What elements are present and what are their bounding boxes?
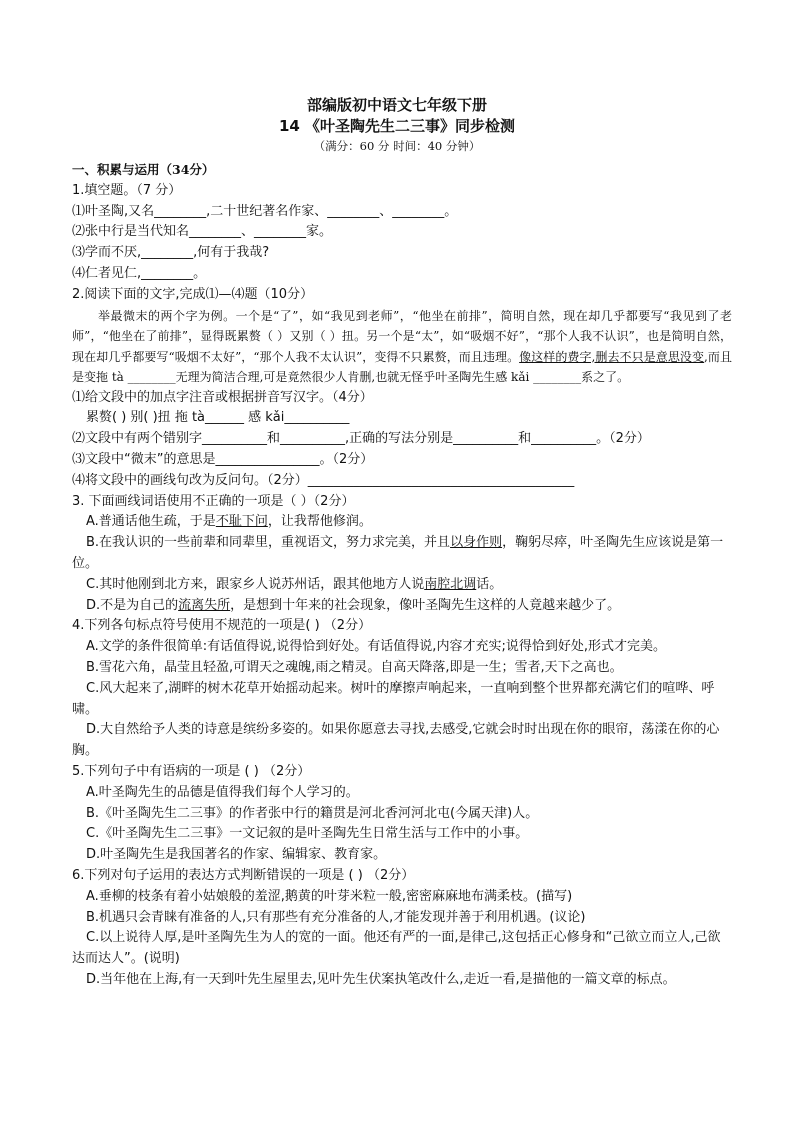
q5-option-d: D.叶圣陶先生是我国著名的作家、编辑家、教育家。	[86, 847, 387, 863]
book-title: 部编版初中语文七年级下册	[306, 96, 487, 114]
q6-stem: 6.下列对句子运用的表达方式判断错误的一项是 ( ) （2分）	[72, 867, 415, 883]
q2-stem: 2.阅读下面的文字,完成⑴—⑷题（10分）	[72, 286, 314, 302]
section-heading: 一、积累与运用（34分）	[72, 162, 215, 177]
q1-stem: 1.填空题。（7 分）	[72, 182, 182, 198]
exam-content	[72, 160, 732, 991]
q3-d-text: D.不是为自己的	[86, 597, 179, 613]
exam-header	[0, 95, 794, 155]
q3-c-text-end: 话。	[476, 576, 503, 592]
q4-option-c: C.风大起来了,湖畔的树木花草开始摇动起来。树叶的摩擦声响起来，一直响到整个世界都充满它们的喧哗、呼啸。	[72, 680, 715, 717]
q3-option-d	[72, 596, 732, 617]
q3-option-b	[72, 533, 732, 575]
q1-item-3: ⑶学而不厌,________,何有于我哉?	[72, 245, 270, 261]
q3-b-text: B.在我认识的一些前辈和同辈里，重视语文，努力求完美，并且	[86, 535, 451, 551]
q2-passage	[72, 306, 732, 388]
q6-option-b: B.机遇只会青睐有准备的人,只有那些有充分准备的人,才能发现并善于利用机遇。(议论)	[86, 909, 586, 925]
q2-sub-2: ⑵文段中有两个错别字__________和__________,正确的写法分别是__________和__________。（2分）	[72, 431, 650, 447]
q3-option-c	[72, 575, 732, 596]
q4-option-b: B.雪花六角，晶莹且轻盈,可谓天之魂魄,雨之精灵。自高天降落,即是一生；雪者,天下之高也。	[86, 659, 623, 675]
q5-stem: 5.下列句子中有语病的一项是 ( ) （2分）	[72, 763, 311, 779]
q3-c-text: C.其时他刚到北方来，跟家乡人说苏州话，跟其他地方人说	[86, 576, 425, 592]
passage-text-a: 举最微末的两个字为例。一个是“了”，如“我见到老师”，“他坐在前排”，简明自然，现在却几乎都要写“我见到了老师”，“他坐在了前排”，显得既累赘（ ）又别（ ）扭。另一个是“太”，如“吸烟不好”，“那个人我不认识”，也是简明自然，现在却几乎都要写“吸烟不太好”，“那个人我不太认识”，变得不只累赘，而且违理。	[72, 308, 732, 364]
q3-a-text: A.普通话他生疏，于是	[86, 514, 216, 530]
q6-option-c: C.以上说待人厚,是叶圣陶先生为人的宽的一面。他还有严的一面,是律己,这包括正心修身和“己欲立而立人,己欲达而达人”。(说明)	[72, 930, 721, 967]
lesson-title: 14 《叶圣陶先生二三事》同步检测	[278, 117, 516, 135]
q5-option-a: A.叶圣陶先生的品德是值得我们每个人学习的。	[86, 784, 359, 800]
q4-stem: 4.下列各句标点符号使用不规范的一项是( ) （2分）	[72, 618, 372, 634]
q3-stem: 3. 下面画线词语使用不正确的一项是（ ）（2分）	[72, 493, 355, 509]
q3-d-text-end: ，是想到十年来的社会现象，像叶圣陶先生这样的人竟越来越少了。	[230, 597, 621, 613]
q5-option-c: C.《叶圣陶先生二三事》一文记叙的是叶圣陶先生日常生活与工作中的小事。	[86, 826, 529, 842]
q1-item-4: ⑷仁者见仁,________。	[72, 265, 207, 281]
q4-option-d: D.大自然给予人类的诗意是缤纷多姿的。如果你愿意去寻找,去感受,它就会时时出现在你的眼帘，荡漾在你的心胸。	[72, 722, 720, 759]
q1-item-1: ⑴叶圣陶,又名________,二十世纪著名作家、________、________。	[72, 203, 458, 219]
q2-sub-4: ⑷将文段中的画线句改为反问句。（2分）_________________________________________	[72, 472, 575, 488]
passage-text-b: ,而且是变拖 tà ________无理为简洁合理,可是竟然很少人肯删,也就无怪乎叶圣陶先生感 kǎi ________系之了。	[72, 349, 732, 385]
q2-sub-1-words: 累赘( ) 别( )扭 拖 tà______ 感 kǎi__________	[86, 410, 350, 426]
score-time-info: （满分：60 分 时间：40 分钟）	[313, 139, 481, 153]
q3-a-underlined: 不耻下问	[215, 514, 268, 530]
q5-option-b: B.《叶圣陶先生二三事》的作者张中行的籍贯是河北香河河北屯(今属天津)人。	[86, 805, 539, 821]
q3-d-underlined: 流离失所	[178, 597, 231, 613]
q3-a-text-end: ，让我帮他修润。	[267, 514, 372, 530]
q2-sub-3: ⑶文段中“微末”的意思是________________。（2分）	[72, 451, 374, 467]
q3-c-underlined: 南腔北调	[424, 576, 477, 592]
q6-option-d: D.当年他在上海,有一天到叶先生屋里去,见叶先生伏案执笔改什么,走近一看,是描他的一篇文章的标点。	[86, 971, 676, 987]
q3-b-underlined: 以身作则	[450, 535, 503, 551]
passage-underlined-sentence: 像这样的费字,删去不只是意思没变	[519, 349, 705, 364]
q3-option-a	[72, 512, 732, 533]
q2-sub-1: ⑴给文段中的加点字注音或根据拼音写汉字。（4分）	[72, 389, 373, 405]
q6-option-a: A.垂柳的枝条有着小姑娘般的羞涩,鹅黄的叶芽米粒一般,密密麻麻地布满柔枝。(描写)	[86, 888, 573, 904]
q3-b-text-end: ，鞠躬尽瘁，叶圣陶先生应该说是第一位。	[72, 535, 724, 571]
q4-option-a: A.文学的条件很简单:有话值得说,说得恰到好处。有话值得说,内容才充实;说得恰到好处,形式才完美。	[86, 639, 666, 655]
q1-item-2: ⑵张中行是当代知名________、________家。	[72, 224, 333, 240]
